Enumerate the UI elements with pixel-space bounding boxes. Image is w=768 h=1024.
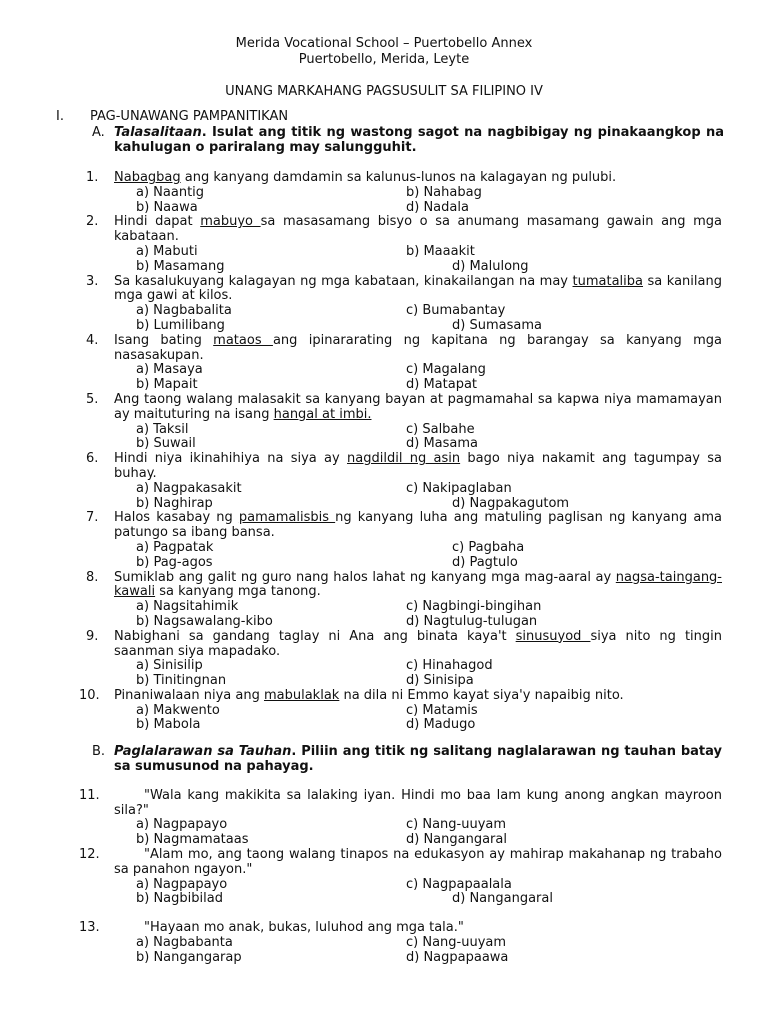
choice-b: b) Nangangarap — [136, 949, 242, 965]
question-text-pre: Ang taong walang malasakit sa kanyang bayan at pagmamahal sa kapwa niya mamamayan ay maituturing na isang — [114, 391, 722, 422]
answer-choices — [136, 541, 768, 556]
question-number: 13. — [79, 920, 100, 936]
question-number: 10. — [79, 687, 100, 703]
choice-b: b) Nagmamataas — [136, 832, 249, 848]
part-a-letter: A. — [92, 125, 105, 140]
choice-d: d) Pagtulo — [452, 554, 518, 570]
choice-b: b) Mabola — [136, 717, 201, 733]
question-item — [86, 273, 722, 305]
choice-c: b) Nahabag — [406, 184, 482, 200]
question-text-pre: Hindi dapat — [114, 214, 201, 230]
choice-a: a) Nagpakasakit — [136, 480, 242, 496]
question-text-post: sa masasamang bisyo o sa anumang masamang gawain ang mga kabataan. — [114, 214, 723, 245]
question-number: 9. — [86, 628, 99, 644]
question-number: 4. — [86, 332, 99, 348]
choice-a: a) Nagbabanta — [136, 935, 233, 951]
question-number: 7. — [86, 510, 99, 526]
choice-a: a) Mabuti — [136, 243, 198, 259]
underlined-term: tumataliba — [572, 273, 644, 289]
question-text: "Hayaan mo anak, bukas, luluhod ang mga tala." — [144, 920, 464, 936]
choice-a: a) Taksil — [136, 421, 189, 437]
choice-a: a) Pagpatak — [136, 539, 214, 555]
part-b-instructions — [92, 744, 722, 775]
question-text-pre: Pinaniwalaan niya ang — [114, 687, 264, 703]
choice-a: a) Naantig — [136, 184, 205, 200]
question-item — [79, 920, 722, 936]
choice-a: a) Sinisilip — [136, 658, 203, 674]
part-a-instructions — [92, 125, 724, 156]
choice-c: c) Nagpapaalala — [406, 876, 512, 892]
question-text-post: sa kanyang mga tanong. — [155, 584, 321, 600]
answer-choices — [136, 319, 768, 334]
choice-a: a) Makwento — [136, 702, 220, 718]
answer-choices — [136, 556, 768, 571]
choice-a: a) Nagpapayo — [136, 876, 228, 892]
choice-b: b) Naghirap — [136, 495, 213, 511]
question-text-pre: Hindi niya ikinahihiya na siya ay — [114, 451, 348, 467]
exam-title: UNANG MARKAHANG PAGSUSULIT SA FILIPINO IV — [225, 84, 543, 99]
school-name: Merida Vocational School – Puertobello Annex — [235, 36, 533, 51]
question-number: 12. — [79, 847, 100, 863]
choice-b: b) Masamang — [136, 258, 225, 274]
underlined-term: mabuyo — [200, 214, 261, 230]
question-text-pre: Sa kasalukuyang kalagayan ng mga kabataan, kinakailangan na may — [114, 273, 573, 289]
underlined-term: mataos — [213, 332, 273, 348]
answer-choices — [136, 600, 768, 615]
question-text-post: bago niya nakamit ang tagumpay sa buhay. — [114, 451, 722, 481]
question-item — [86, 510, 722, 541]
answer-choices — [136, 245, 768, 260]
part-a-title: Talasalitaan — [114, 125, 202, 140]
choice-d: d) Nangangaral — [406, 832, 507, 848]
choice-d: d) Sinisipa — [406, 673, 474, 689]
answer-choices — [136, 878, 768, 893]
choice-d: d) Nangangaral — [452, 891, 553, 907]
choice-c: c) Nang-uuyam — [406, 935, 507, 951]
question-text-post: ang kanyang damdamin sa kalunus-lunos na kalagayan ng pulubi. — [180, 170, 617, 185]
section-title: PAG-UNAWANG PAMPANITIKAN — [90, 109, 289, 124]
question-item — [86, 391, 722, 423]
choice-d: d) Malulong — [452, 258, 529, 274]
choice-b: b) Pag-agos — [136, 554, 213, 570]
answer-choices — [136, 818, 768, 833]
underlined-term: sinusuyod — [515, 628, 591, 644]
choice-c: c) Nakipaglaban — [406, 480, 512, 496]
answer-choices — [136, 437, 768, 452]
question-text: "Alam mo, ang taong walang tinapos na edukasyon ay mahirap makahanap ng trabaho sa panahon ngayon." — [114, 847, 722, 877]
answer-choices — [136, 363, 768, 378]
choice-b: b) Naawa — [136, 199, 198, 215]
choice-d: d) Madugo — [406, 717, 476, 733]
choice-c: c) Salbahe — [406, 421, 475, 437]
question-item — [86, 214, 723, 245]
answer-choices — [136, 718, 768, 733]
question-text: "Wala kang makikita sa lalaking iyan. Hindi mo baa lam kung anong angkan mayroon sila?" — [114, 787, 722, 818]
answer-choices — [136, 186, 768, 201]
part-b-title: Paglalarawan sa Tauhan — [114, 744, 292, 760]
underlined-term: Nabagbag — [114, 170, 181, 185]
part-b-letter: B. — [92, 744, 106, 760]
question-list — [0, 171, 768, 966]
question-text-post: ng kanyang luha ang matuling paglisan ng kanyang ama patungo sa ibang bansa. — [114, 510, 722, 541]
choice-d: d) Sumasama — [452, 317, 542, 333]
question-number: 8. — [86, 569, 99, 585]
section-heading — [56, 110, 288, 125]
question-item — [86, 451, 722, 482]
answer-choices — [136, 497, 768, 512]
choice-a: a) Masaya — [136, 362, 203, 378]
question-text-pre: Sumiklab ang galit ng guro nang halos lahat ng kanyang mga mag-aaral ay — [114, 569, 616, 585]
question-item — [86, 170, 722, 186]
question-item — [79, 787, 722, 819]
choice-c: c) Hinahagod — [406, 658, 493, 674]
answer-choices — [136, 482, 768, 497]
choice-d: d) Nagpakagutom — [452, 495, 570, 511]
question-text-post: ang ipinararating ng kapitana ng barangay sa kanyang mga nasasakupan. — [114, 332, 722, 363]
choice-b: b) Lumilibang — [136, 317, 225, 333]
underlined-term: hangal at imbi. — [273, 406, 372, 422]
question-item — [86, 569, 722, 601]
question-text-pre: Nabighani sa gandang taglay ni Ana ang binata kaya't — [114, 628, 516, 644]
question-item — [79, 687, 722, 704]
choice-a: a) Nagbabalita — [136, 303, 232, 319]
question-number: 11. — [79, 787, 100, 803]
answer-choices — [136, 304, 768, 319]
choice-b: b) Suwail — [136, 436, 196, 452]
answer-choices — [136, 704, 768, 719]
question-text-post: na dila ni Emmo kayat siya'y napaibig nito. — [339, 687, 624, 703]
answer-choices — [136, 936, 768, 951]
part-a-instruction-text: . Isulat ang titik ng wastong sagot na nagbibigay ng pinakaangkop na kahulugan o pariralang may salungguhit. — [114, 125, 724, 155]
question-text-pre: Isang bating — [114, 332, 214, 348]
answer-choices — [136, 378, 768, 393]
underlined-term: mabulaklak — [263, 687, 340, 703]
choice-d: d) Matapat — [406, 377, 478, 393]
question-number: 5. — [86, 391, 99, 407]
choice-c: c) Bumabantay — [406, 303, 506, 319]
answer-choices — [136, 659, 768, 674]
choice-c: b) Maaakit — [406, 243, 475, 259]
question-item — [86, 332, 722, 364]
question-item — [86, 628, 722, 660]
answer-choices — [136, 423, 768, 438]
underlined-term: nagsa-taingang-kawali — [114, 569, 722, 600]
question-number: 1. — [86, 170, 99, 185]
answer-choices — [136, 951, 768, 966]
choice-d: d) Nagtulug-tulugan — [406, 613, 538, 629]
answer-choices — [136, 201, 768, 216]
choice-d: d) Nadala — [406, 199, 469, 215]
choice-a: a) Nagpapayo — [136, 817, 228, 833]
choice-c: c) Matamis — [406, 702, 478, 718]
answer-choices — [136, 615, 768, 630]
choice-b: b) Mapait — [136, 377, 198, 393]
question-text-post: sa kanilang mga gawi at kilos. — [114, 273, 722, 304]
answer-choices — [136, 833, 768, 848]
choice-c: c) Magalang — [406, 362, 486, 378]
underlined-term: pamamalisbis — [238, 510, 336, 526]
question-number: 2. — [86, 214, 99, 230]
question-text-post: siya nito ng tingin saanman siya mapadako. — [114, 628, 722, 659]
question-number: 3. — [86, 273, 99, 289]
answer-choices — [136, 892, 768, 907]
school-address: Puertobello, Merida, Leyte — [298, 52, 470, 67]
answer-choices — [136, 260, 768, 275]
underlined-term: nagdildil ng asin — [347, 451, 461, 467]
choice-d: d) Masama — [406, 436, 479, 452]
question-item — [79, 847, 722, 878]
choice-d: d) Nagpapaawa — [406, 949, 509, 965]
choice-a: a) Nagsitahimik — [136, 599, 239, 615]
part-b-instruction-text: . Piliin ang titik ng salitang naglalarawan ng tauhan batay sa sumusunod na pahayag. — [114, 744, 722, 775]
choice-b: b) Nagsawalang-kibo — [136, 613, 273, 629]
question-number: 6. — [86, 451, 99, 467]
choice-c: c) Nagbingi-bingihan — [406, 599, 542, 615]
choice-b: b) Nagbibilad — [136, 891, 223, 907]
choice-c: c) Pagbaha — [452, 539, 525, 555]
answer-choices — [136, 674, 768, 689]
section-number: I. — [56, 109, 64, 124]
choice-c: c) Nang-uuyam — [406, 817, 507, 833]
choice-b: b) Tinitingnan — [136, 673, 227, 689]
question-text-pre: Halos kasabay ng — [114, 510, 239, 526]
